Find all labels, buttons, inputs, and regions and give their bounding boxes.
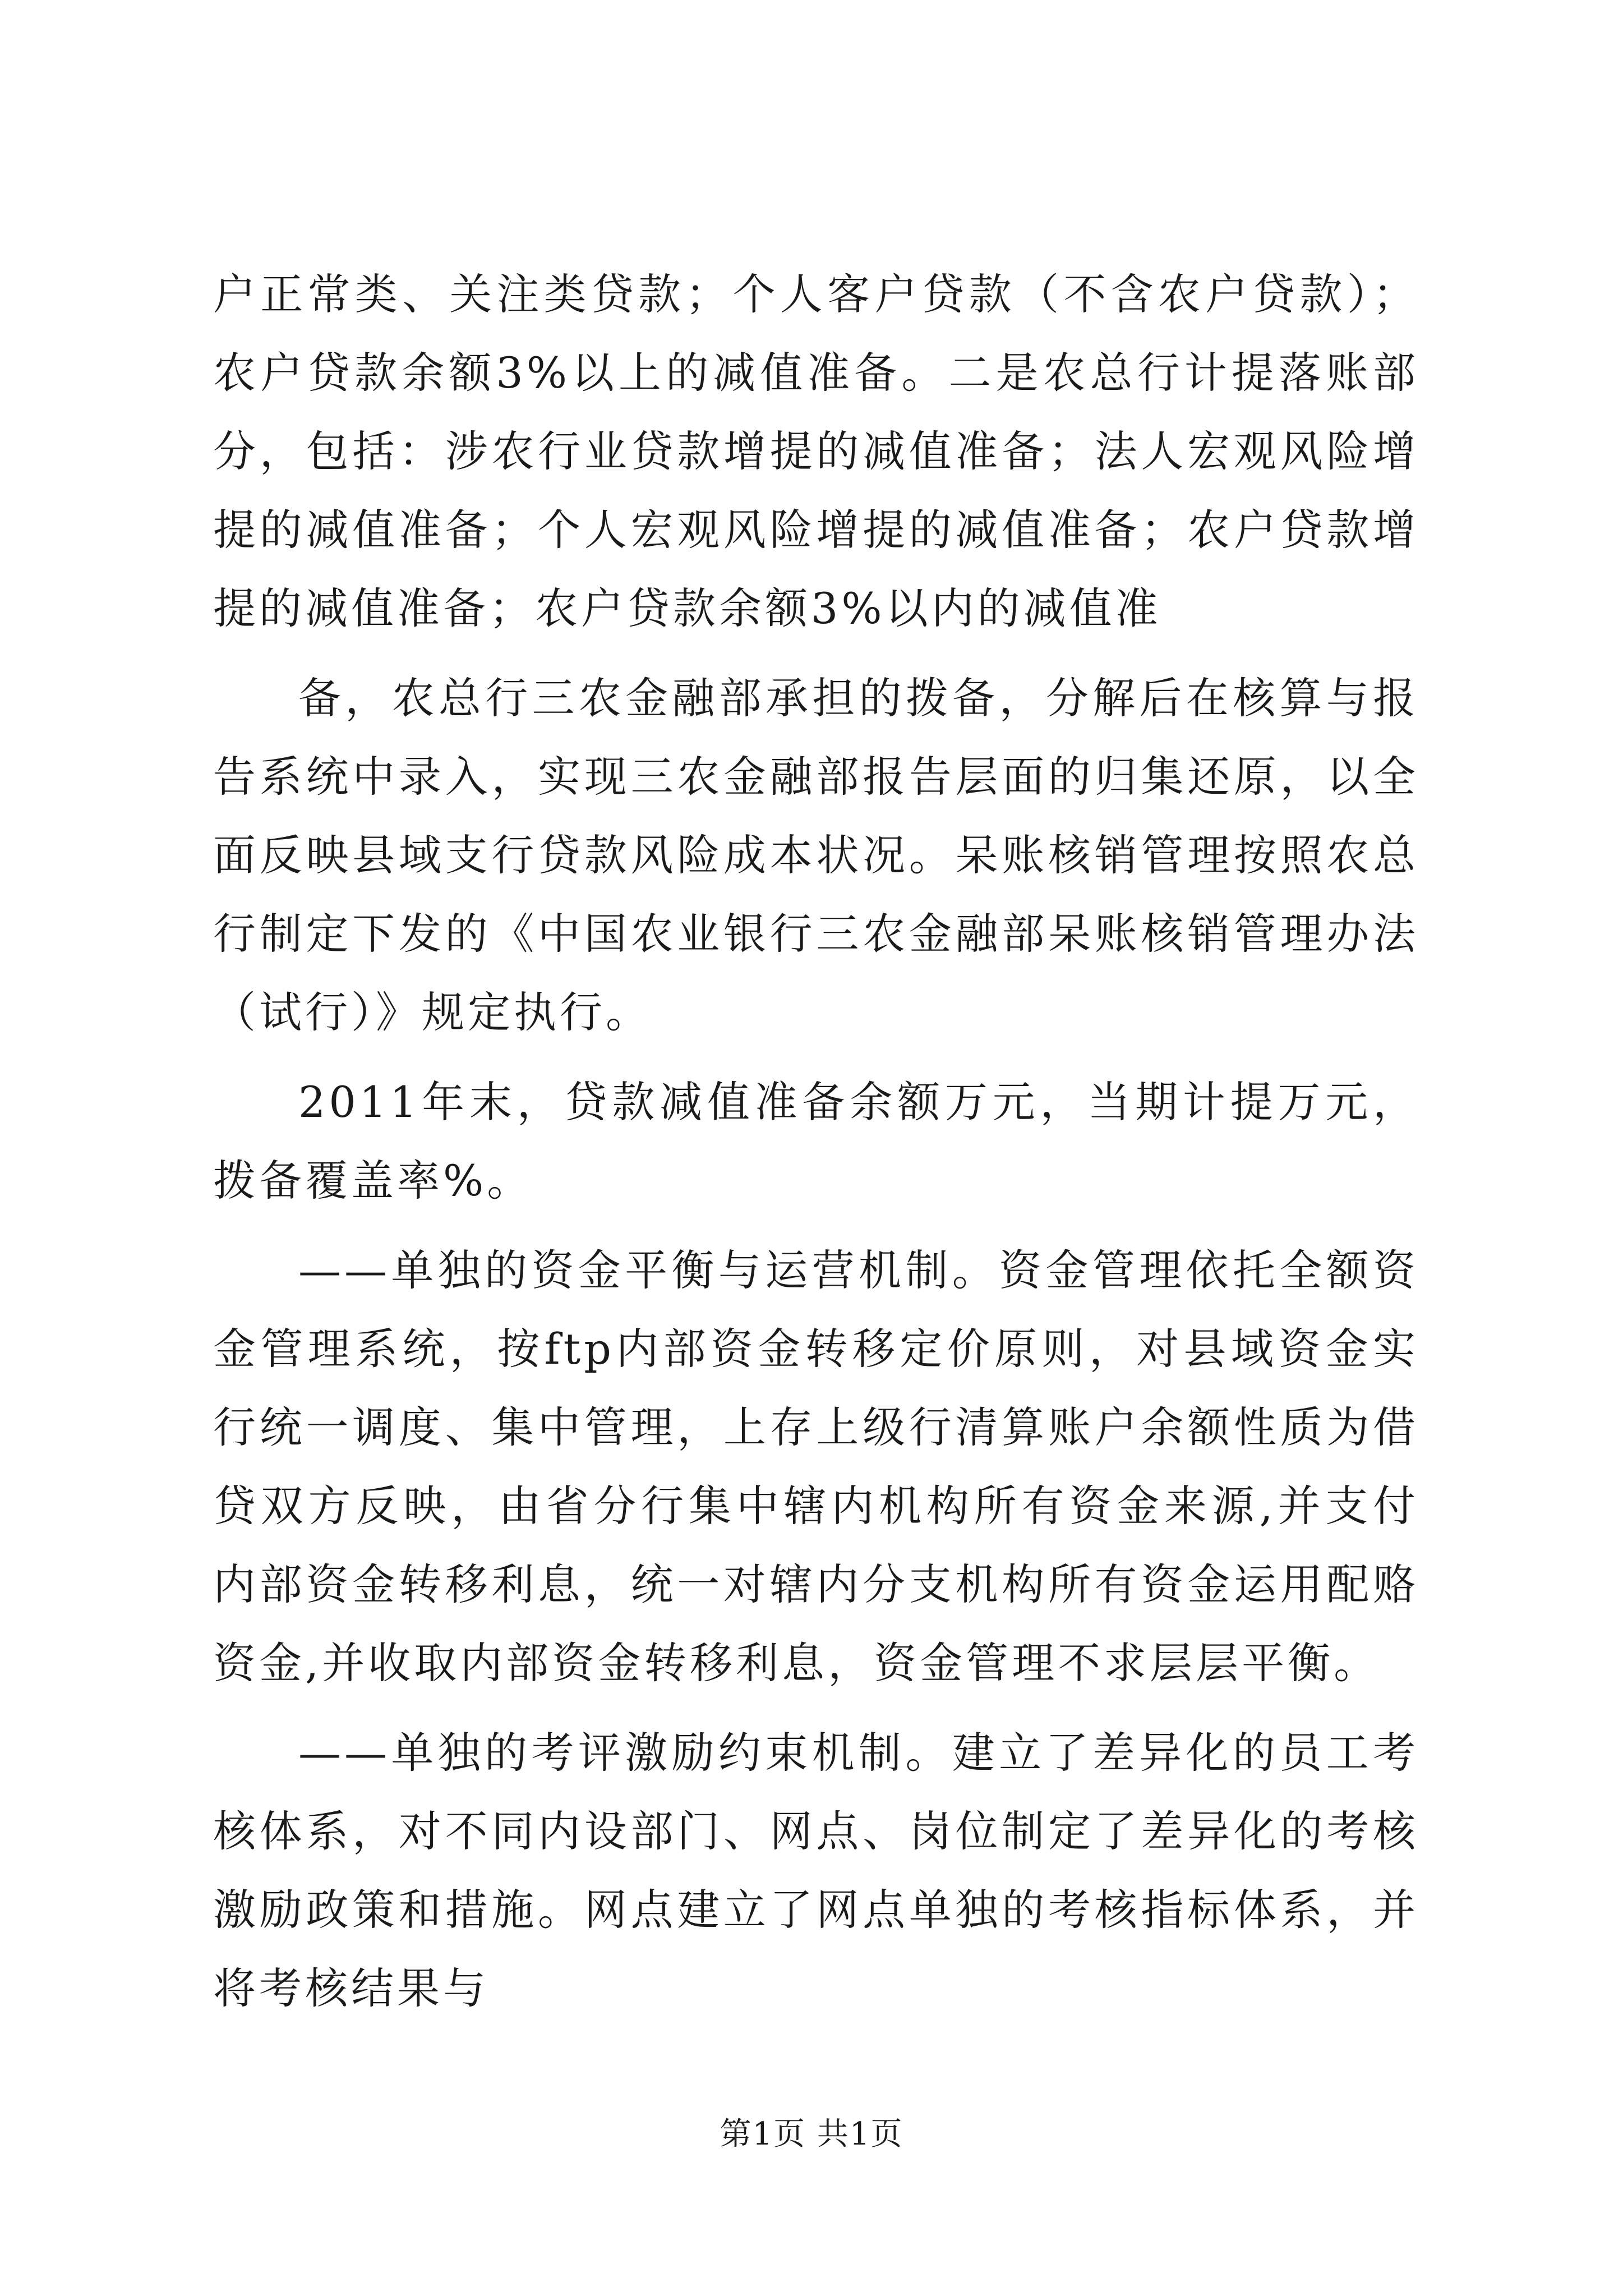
paragraph-1: 户正常类、关注类贷款；个人客户贷款（不含农户贷款）；农户贷款余额3%以上的减值准备。二是农总行计提落账部分，包括：涉农行业贷款增提的减值准备；法人宏观风险增提的减值准备；个人宏观风险增提的减值准备；农户贷款增提的减值准备；农户贷款余额3%以内的减值准 <box>213 269 1419 633</box>
page-footer: 第1页 共1页 <box>720 2116 903 2152</box>
paragraph-3: 2011年末，贷款减值准备余额万元，当期计提万元，拨备覆盖率%。 <box>213 1077 1419 1205</box>
document-body <box>213 255 1419 2028</box>
paragraph-4: ——单独的资金平衡与运营机制。资金管理依托全额资金管理系统，按ftp内部资金转移定价原则，对县域资金实行统一调度、集中管理，上存上级行清算账户余额性质为借贷双方反映，由省分行集中辖内机构所有资金来源,并支付内部资金转移利息，统一对辖内分支机构所有资金运用配赂资金,并收取内部资金转移利息，资金管理不求层层平衡。 <box>213 1245 1419 1688</box>
paragraph-5: ——单独的考评激励约束机制。建立了差异化的员工考核体系，对不同内设部门、网点、岗位制定了差异化的考核激励政策和措施。网点建立了网点单独的考核指标体系，并将考核结果与 <box>213 1728 1419 2013</box>
paragraph-2: 备，农总行三农金融部承担的拨备，分解后在核算与报告系统中录入，实现三农金融部报告层面的归集还原，以全面反映县域支行贷款风险成本状况。呆账核销管理按照农总行制定下发的《中国农业银行三农金融部呆账核销管理办法（试行）》规定执行。 <box>213 673 1419 1037</box>
